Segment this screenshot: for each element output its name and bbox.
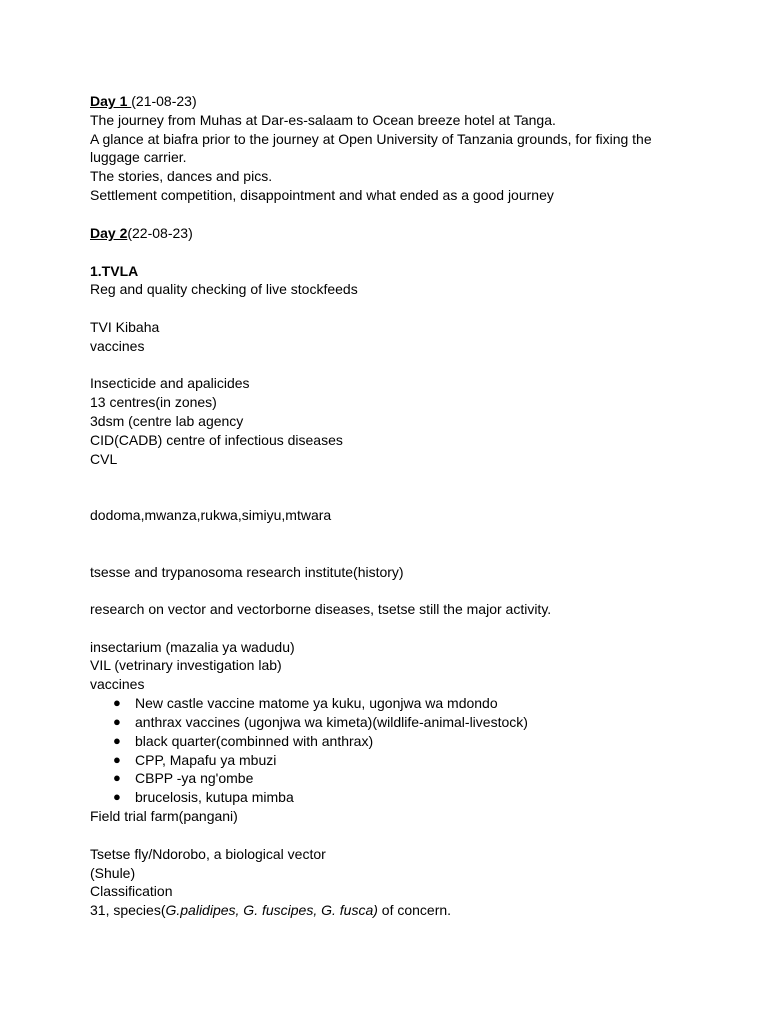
note-line: CID(CADB) centre of infectious diseases [90,432,343,448]
day1-line: A glance at biafra prior to the journey at Open University of Tanzania grounds, for fixing the [90,131,652,147]
day2-heading-line [90,224,193,242]
note-line: 3dsm (centre lab agency [90,413,244,429]
note-line: 13 centres(in zones) [90,394,217,410]
day1-line: Settlement competition, disappointment and what ended as a good journey [90,187,554,203]
note-line: TVI Kibaha [90,319,160,335]
bullet-icon: ● [113,714,121,729]
species-names: G.palidipes, G. fuscipes, G. fusca) [165,902,378,918]
institute-line: tsesse and trypanosoma research institute(history) [90,564,404,580]
research-line: research on vector and vectorborne diseases, tsetse still the major activity. [90,601,552,617]
day1-heading: Day 1 [90,93,132,109]
bullet-icon: ● [113,695,121,710]
list-item: CBPP -ya ng'ombe [135,770,254,786]
bullet-icon: ● [113,789,121,804]
note-line: (Shule) [90,865,136,881]
section-title: 1.TVLA [90,263,139,279]
species-suffix: of concern. [377,902,452,918]
species-line [90,901,451,919]
note-line: vaccines [90,338,145,354]
field-trial-line: Field trial farm(pangani) [90,808,238,824]
note-line: VIL (vetrinary investigation lab) [90,657,282,673]
regions-line: dodoma,mwanza,rukwa,simiyu,mtwara [90,507,332,523]
note-line: Tsetse fly/Ndorobo, a biological vector [90,846,326,862]
day1-line: luggage carrier. [90,149,187,165]
bullet-icon: ● [113,752,121,767]
species-prefix: 31, species( [90,902,166,918]
day2-heading: Day 2 [90,225,128,241]
day1-heading-line [90,92,197,110]
note-line: insectarium (mazalia ya wadudu) [90,639,295,655]
day1-line: The journey from Muhas at Dar-es-salaam to Ocean breeze hotel at Tanga. [90,112,556,128]
day2-date: (22-08-23) [127,225,193,241]
note-line: Reg and quality checking of live stockfeeds [90,281,358,297]
list-item: CPP, Mapafu ya mbuzi [135,752,277,768]
note-line: Insecticide and apalicides [90,375,250,391]
note-line: vaccines [90,676,145,692]
note-line: CVL [90,451,118,467]
list-item: New castle vaccine matome ya kuku, ugonjwa wa mdondo [135,695,498,711]
note-line: Classification [90,883,173,899]
list-item: brucelosis, kutupa mimba [135,789,294,805]
day1-date: (21-08-23) [131,93,197,109]
list-item: anthrax vaccines (ugonjwa wa kimeta)(wildlife-animal-livestock) [135,714,528,730]
list-item: black quarter(combinned with anthrax) [135,733,374,749]
bullet-icon: ● [113,770,121,785]
day1-line: The stories, dances and pics. [90,168,273,184]
bullet-icon: ● [113,733,121,748]
